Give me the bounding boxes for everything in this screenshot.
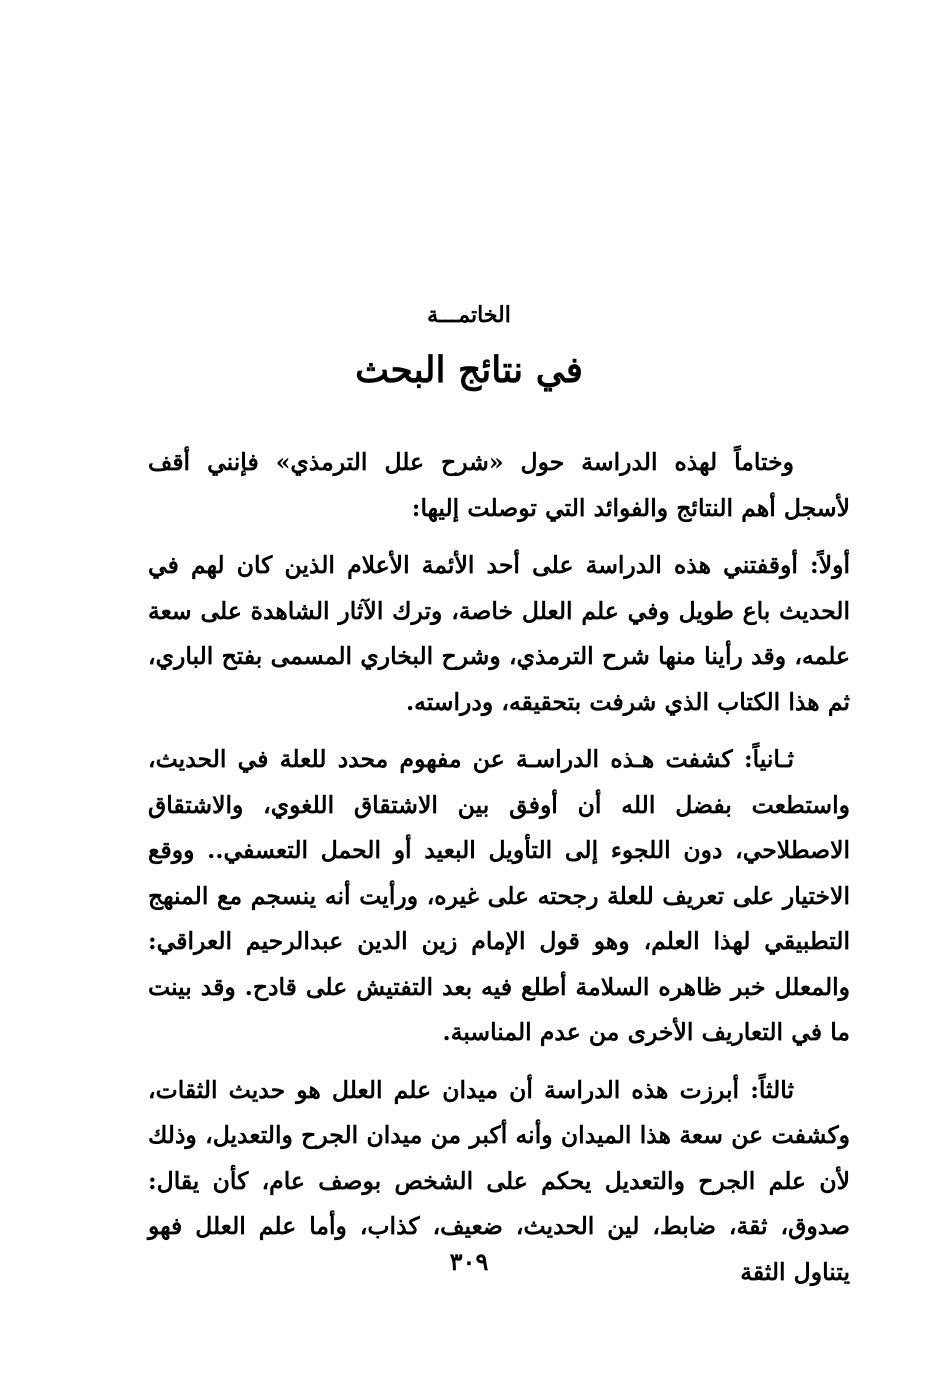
- page-number: ٣٠٩: [449, 1247, 489, 1276]
- chapter-supertitle: الخاتمـــة: [427, 302, 511, 328]
- paragraph-second-result: ثـانياً: كشفت هـذه الدراسـة عن مفهوم محدد للعلة في الحديث، واستطعت بفضل الله أن أوفق بين الاشتقاق اللغوي، والاشتقاق الاصطلاحي، دون اللجوء إلى التأويل البعيد أو الحمل التعسفي.. ووقع الاختيار على تعريف للعلة رجحته على غيره، ورأيت أنه ينسجم مع المنهج التطبيقي لهذا العلم، وهو قول الإمام زين الدين عبدالرحيم العراقي: والمعلل خبر ظاهره السلامة أطلع فيه بعد التفتيش على قادح. وقد بينت ما في التعاريف الأخرى من عدم المناسبة.: [148, 745, 850, 1046]
- chapter-title: في نتائج البحث: [355, 349, 583, 391]
- paragraph-first-result: أولاً: أوقفتني هذه الدراسة على أحد الأئمة الأعلام الذين كان لهم في الحديث باع طويل وفي علم العلل خاصة، وترك الآثار الشاهدة على سعة علمه، وقد رأينا منها شرح الترمذي، وشرح البخاري المسمى بفتح الباري، ثم هذا الكتاب الذي شرفت بتحقيقه، ودراسته.: [148, 551, 850, 716]
- paragraph-third-result: ثالثاً: أبرزت هذه الدراسة أن ميدان علم العلل هو حديث الثقات، وكشفت عن سعة هذا الميدان وأنه أكبر من ميدان الجرح والتعديل، وذلك لأن علم الجرح والتعديل يحكم على الشخص بوصف عام، كأن يقال: صدوق، ثقة، ضابط، لين الحديث، ضعيف، كذاب، وأما علم العلل فهو يتناول الثقة: [148, 1075, 850, 1286]
- paragraph-intro: وختاماً لهذه الدراسة حول «شرح علل الترمذي» فإنني أقف لأسجل أهم النتائج والفوائد التي توصلت إليها:: [148, 448, 850, 522]
- body-text: [148, 440, 850, 1295]
